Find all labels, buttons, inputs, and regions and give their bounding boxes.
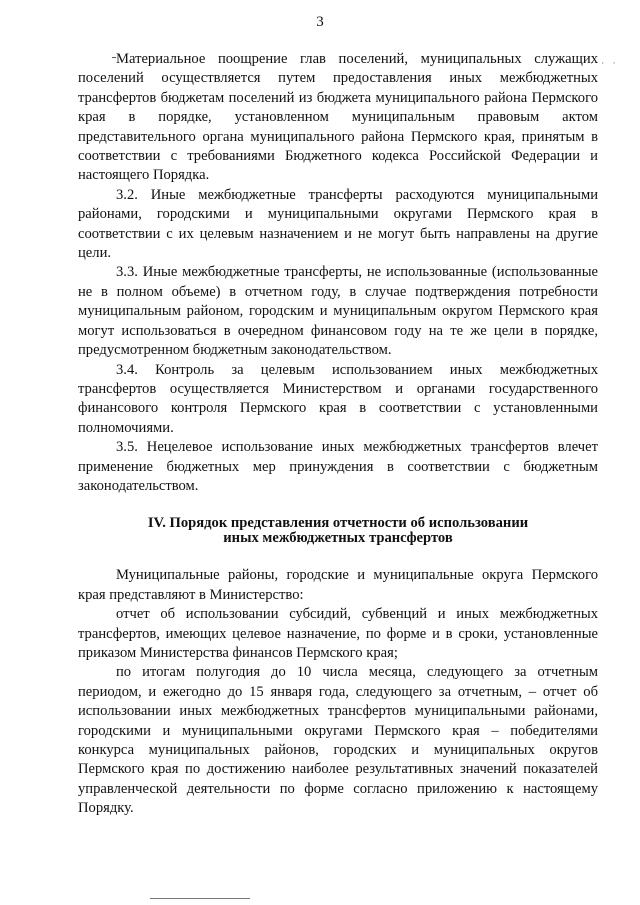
paragraph-report-subsidies: отчет об использовании субсидий, субвенций и иных межбюджетных трансфертов, имеющих целевое назначение, по форме и в сроки, установленные приказом Министерства финансов Пермского края; [78,606,598,661]
paragraph-3-2: 3.2. Иные межбюджетные трансферты расходуются муниципальными районами, городскими и муниципальными округами Пермского края в соответствии с их целевым назначением и не могут быть направлены на другие цели. [78,186,598,262]
paragraph-reporting-intro: Муниципальные районы, городские и муниципальные округа Пермского края представляют в Министерство: [78,567,598,603]
footer-scan-line [150,898,250,899]
paragraph-material-incentive: Материальное поощрение глав поселений, муниципальных служащих поселений осуществляется путем предоставления иных межбюджетных трансфертов бюджетам поселений из бюджета муниципального района Пермского края в порядке, установленном муниципальным правовым актом представительного органа муниципального района Пермского края, принятым в соответствии с требованиями Бюджетного кодекса Российской Федерации и настоящего Порядка. [78,51,598,184]
page-number: 3 [316,14,324,30]
paragraph-3-5: 3.5. Нецелевое использование иных межбюджетных трансфертов влечет применение бюджетных мер принуждения в соответствии с бюджетным законодательством. [78,439,598,494]
section-heading-line-2: иных межбюджетных трансфертов [223,530,453,547]
paragraph-report-half-year: по итогам полугодия до 10 числа месяца, следующего за отчетным периодом, и ежегодно до 15 января года, следующего за отчетным, – отчет об использовании иных межбюджетных трансфертов муниципальными районами, городскими и муниципальными округами Пермского края – победителями конкурса муниципальных районов, городских и муниципальных округов Пермского края по достижению наиболее результативных значений показателей управленческой деятельности по форме согласно приложению к настоящему Порядку. [78,664,598,817]
scan-artifact-dots: · · · [590,58,619,68]
document-body [78,50,598,819]
paragraph-3-4: 3.4. Контроль за целевым использованием иных межбюджетных трансфертов осуществляется Министерством и органами государственного финансового контроля Пермского края в соответствии с установленными полномочиями. [78,361,598,436]
paragraph-3-3: 3.3. Иные межбюджетные трансферты, не использованные (использованные не в полном объеме) в отчетном году, в случае подтверждения потребности муниципальным районом, городским и муниципальным округом Пермского края могут использоваться в очередном финансовом году на те же цели в порядке, предусмотренном бюджетным законодательством. [78,264,598,359]
section-heading-line-1: IV. Порядок представления отчетности об использовании [147,515,529,532]
section-heading [78,516,598,546]
